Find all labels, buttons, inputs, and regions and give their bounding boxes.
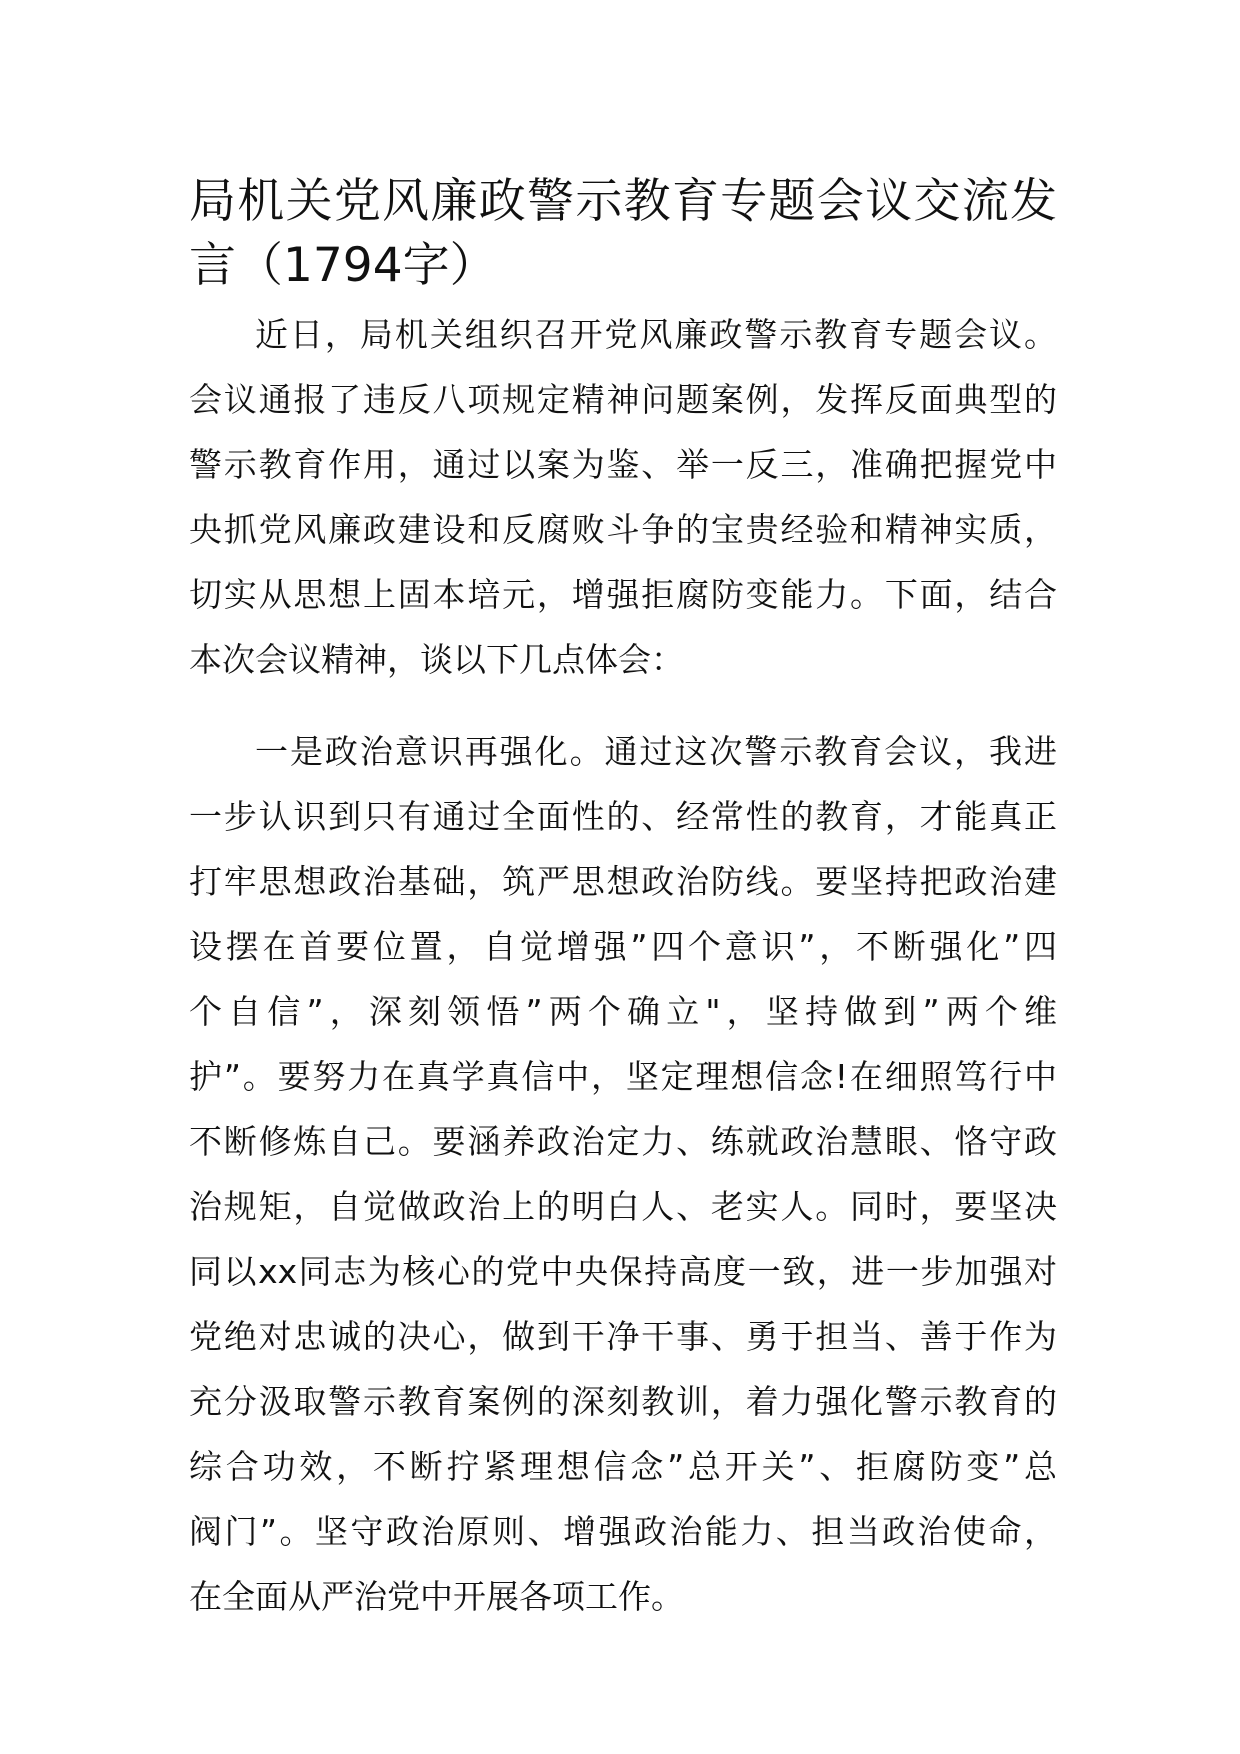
text-line: 护”。要努力在真学真信中，坚定理想信念!在细照笃行中 [189, 1057, 1057, 1096]
text-line: 党绝对忠诚的决心，做到干净干事、勇于担当、善于作为 [189, 1317, 1057, 1356]
text-line: 一步认识到只有通过全面性的、经常性的教育，才能真正 [189, 797, 1057, 836]
title-line: 局机关党风廉政警示教育专题会议交流发 [189, 174, 1057, 229]
document-title [189, 170, 1057, 298]
text-line: 本次会议精神，谈以下几点体会： [189, 640, 684, 679]
text-line: 不断修炼自己。要涵养政治定力、练就政治慧眼、恪守政 [189, 1122, 1057, 1161]
text-line: 会议通报了违反八项规定精神问题案例，发挥反面典型的 [189, 380, 1057, 419]
text-line: 近日，局机关组织召开党风廉政警示教育专题会议。 [255, 315, 1057, 354]
text-line: 综合功效，不断拧紧理想信念”总开关”、拒腐防变”总 [189, 1447, 1057, 1486]
document-page [189, 170, 1057, 1629]
text-line: 警示教育作用，通过以案为鉴、举一反三，准确把握党中 [189, 445, 1057, 484]
text-line: 在全面从严治党中开展各项工作。 [189, 1577, 684, 1616]
paragraph-political-awareness [189, 719, 1057, 1629]
text-line: 央抓党风廉政建设和反腐败斗争的宝贵经验和精神实质， [189, 510, 1057, 549]
text-line: 个自信”，深刻领悟”两个确立"，坚持做到”两个维 [189, 992, 1057, 1031]
document-body [189, 302, 1057, 1629]
text-line: 打牢思想政治基础，筑严思想政治防线。要坚持把政治建 [189, 862, 1057, 901]
text-line: 切实从思想上固本培元，增强拒腐防变能力。下面，结合 [189, 575, 1057, 614]
text-line: 阀门”。坚守政治原则、增强政治能力、担当政治使命， [189, 1512, 1057, 1551]
text-line: 治规矩，自觉做政治上的明白人、老实人。同时，要坚决 [189, 1187, 1057, 1226]
paragraph-intro [189, 302, 1057, 692]
title-line: 言（1794字） [189, 238, 497, 293]
text-line: 设摆在首要位置，自觉增强”四个意识”，不断强化”四 [189, 927, 1057, 966]
text-line: 同以xx同志为核心的党中央保持高度一致，进一步加强对 [189, 1252, 1057, 1291]
text-line: 充分汲取警示教育案例的深刻教训，着力强化警示教育的 [189, 1382, 1057, 1421]
text-line: 一是政治意识再强化。通过这次警示教育会议，我进 [255, 732, 1057, 771]
